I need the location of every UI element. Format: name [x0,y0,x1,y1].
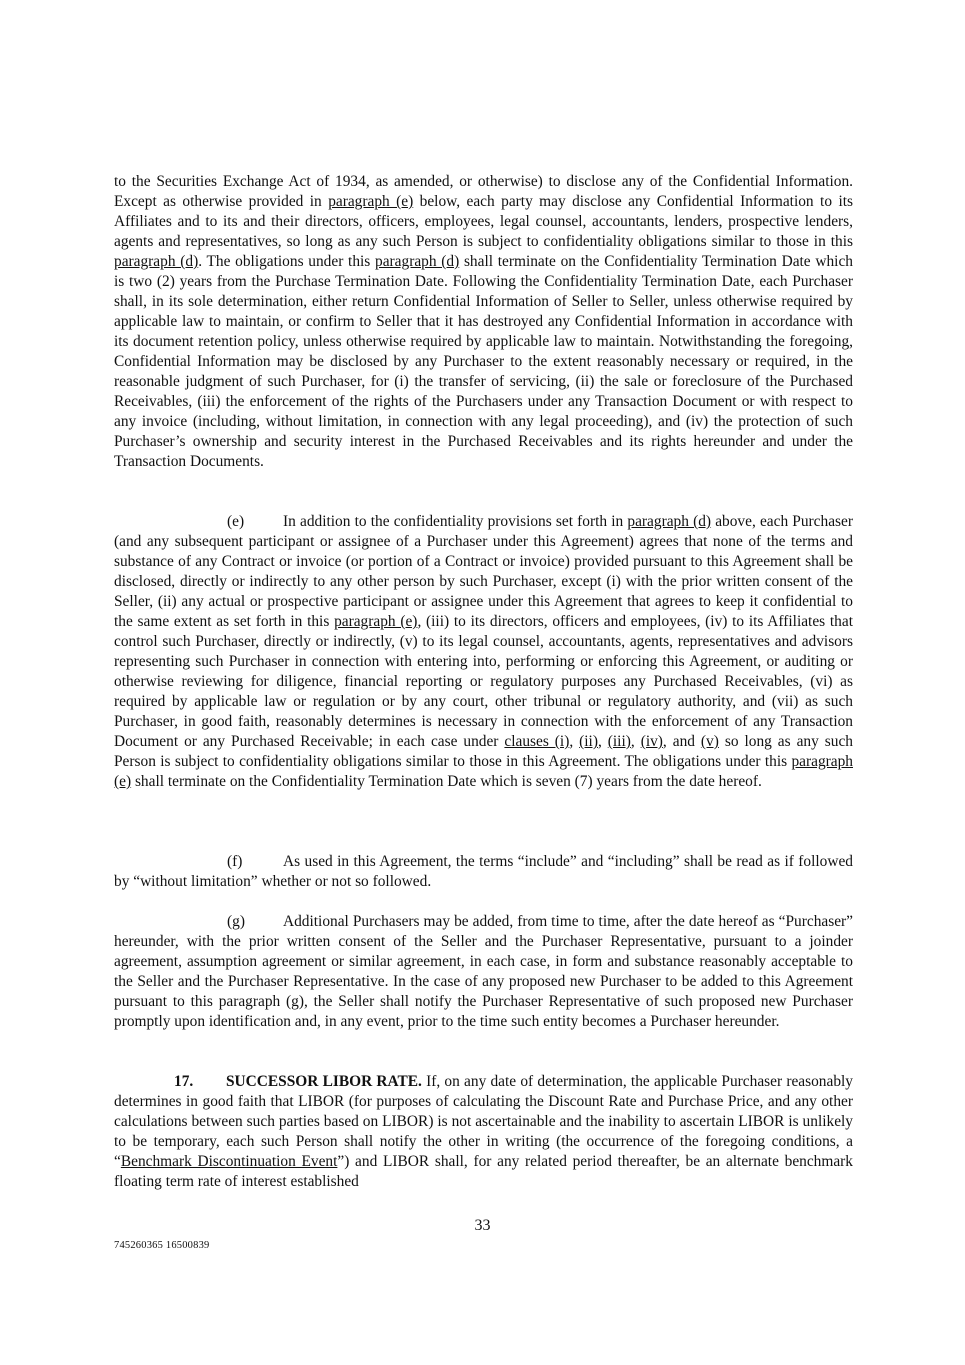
cross-reference: clauses (i) [504,733,570,750]
text-run: , [630,733,641,750]
text-run: so long as any such Person is subject to confidentiality obligations similar to those in this Agreement. The obligations under this [114,733,853,770]
document-id: 745260365 16500839 [114,1240,210,1251]
paragraph-label: (f) [227,853,243,870]
text-run: , [597,733,608,750]
text-run: above, each Purchaser (and any subsequent participant or assignee of a Purchaser under this Agreement) agrees that none of the terms and substance of any Contract or invoice (or portion of a Contract or invoice) provided pursuant to this Agreement shall be disclosed, directly or indirectly to any other person by such Purchaser, except (i) with the prior written consent of the Seller, (ii) any actual or prospective participant or assignee under this Agreement that agrees to keep it confidential to the same extent as set forth in this [114,513,853,630]
paragraph-e [114,512,853,792]
cross-reference: paragraph (d) [375,253,460,270]
cross-reference: (v) [700,733,719,750]
cross-reference: paragraph (d) [114,253,199,270]
text-run: As used in this Agreement, the terms “include” and “including” shall be read as if followed by “without limitation” whether or not so followed. [114,853,853,890]
paragraph-label: (g) [227,913,245,930]
paragraph-d-continuation [114,172,853,472]
text-run: In addition to the confidentiality provisions set forth in [283,513,628,530]
paragraph-label: (e) [227,513,245,530]
text-run: , [569,733,580,750]
cross-reference: (iii) [607,733,631,750]
text-run: to the Securities Exchange Act of 1934, as amended, or otherwise) to disclose any of the Confidential Information. Except as otherwise provided in [114,173,853,210]
text-run: . The obligations under this [198,253,376,270]
text-run: If, on any date of determination, the applicable Purchaser reasonably determines in good faith that LIBOR (for purposes of calculating the Discount Rate and Purchase Price, and any other calculations between such parties based on LIBOR) is not ascertainable and the inability to ascertain LIBOR is unlikely to be temporary, each such Person shall notify the other in writing (the occurrence of the foregoing conditions, a “ [114,1073,853,1170]
text-run: , (iii) to its directors, officers and employees, (iv) to its Affiliates that control such Purchaser, directly or indirectly, (v) to its legal counsel, accountants, agents, representatives and advisors representing such Purchaser in connection with entering into, performing or enforcing this Agreement, or auditing or otherwise reviewing for diligence, financial reporting or regulatory purposes any Purchased Receivables, (vi) as required by applicable law or regulation or by any court, other tribunal or regulatory authority, and (vii) as such Purchaser, in good faith, reasonably determines is necessary in connection with the enforcement of any Transaction Document or any Purchased Receivable; in each case under [114,613,853,750]
cross-reference: paragraph (e) [334,613,418,630]
paragraph-f [114,852,853,892]
page-number: 33 [474,1217,491,1234]
text-run: , and [662,733,701,750]
cross-reference: paragraph (d) [627,513,712,530]
text-run: ”) and LIBOR shall, for any related period thereafter, be an alternate benchmark floating term rate of interest established [114,1153,853,1190]
cross-reference: (iv) [640,733,663,750]
cross-reference: paragraph (e) [328,193,414,210]
section-title: SUCCESSOR LIBOR RATE. [226,1073,422,1090]
paragraph-g [114,912,853,1032]
defined-term: Benchmark Discontinuation Event [120,1153,338,1170]
section-17 [114,1072,853,1192]
cross-reference: (ii) [579,733,598,750]
text-run: Additional Purchasers may be added, from time to time, after the date hereof as “Purchaser” hereunder, with the prior written consent of the Seller and the Purchaser Representative, pursuant to a joinder agreement, assumption agreement or similar agreement, in each case, in form and substance reasonably acceptable to the Seller and the Purchaser Representative. In the case of any proposed new Purchaser to be added to this Agreement pursuant to this paragraph (g), the Seller shall notify the Purchaser Representative of such proposed new Purchaser promptly upon identification and, in any event, prior to the time such entity becomes a Purchaser hereunder. [114,913,853,1030]
text-run: shall terminate on the Confidentiality Termination Date which is seven (7) years from the date hereof. [131,773,762,790]
text-run: below, each party may disclose any Confidential Information to its Affiliates and to its and their directors, officers, employees, legal counsel, accountants, lenders, prospective lenders, agents and representatives, so long as any such Person is subject to confidentiality obligations similar to those in this [114,193,853,250]
text-run: shall terminate on the Confidentiality Termination Date which is two (2) years from the Purchase Termination Date. Following the Confidentiality Termination Date, each Purchaser shall, in its sole determination, either return Confidential Information of Seller to Seller, unless otherwise required by applicable law to maintain, or confirm to Seller that it has destroyed any Confidential Information in accordance with its document retention policy, unless otherwise required by applicable law to maintain. Notwithstanding the foregoing, Confidential Information may be disclosed by any Purchaser to the extent reasonably necessary or required, in the reasonable judgment of such Purchaser, for (i) the transfer of servicing, (ii) the sale or foreclosure of the Purchased Receivables, (iii) the enforcement of the rights of the Purchasers under any Transaction Document or with respect to any invoice (including, without limitation, in connection with any legal proceeding), and (iv) the protection of such Purchaser’s ownership and security interest in the Purchased Receivables and its rights hereunder and under the Transaction Documents. [114,253,853,470]
cross-reference: paragraph (e) [114,753,853,790]
section-number: 17. [174,1073,194,1090]
